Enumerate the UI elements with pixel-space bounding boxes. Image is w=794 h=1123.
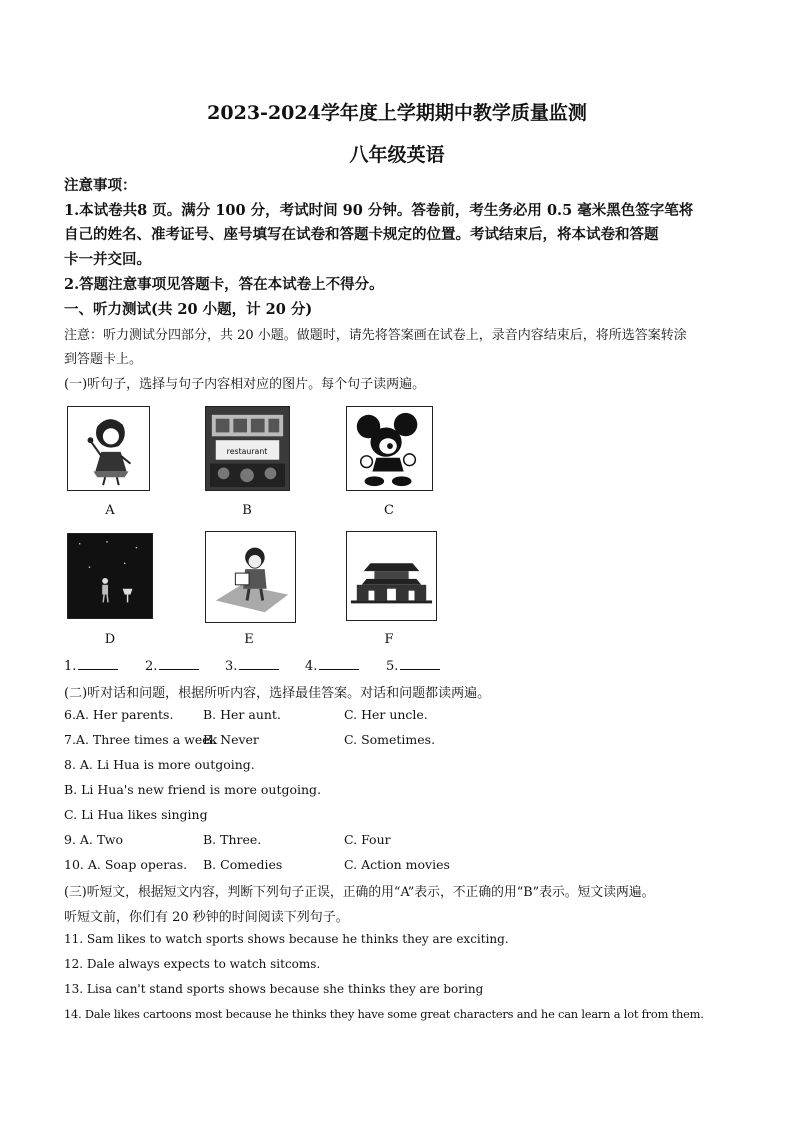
restaurant-icon <box>206 407 289 490</box>
answer-blank-2[interactable] <box>145 657 199 674</box>
part2-instruction: (二)听对话和问题，根据所听内容，选择最佳答案。对话和问题都读两遍。 <box>64 686 491 701</box>
picture-a <box>67 406 150 491</box>
statement-13: 13. Lisa can't stand sports shows because she thinks they are boring <box>64 982 484 996</box>
q8-option-b: B. Li Hua's new friend is more outgoing. <box>64 782 322 797</box>
picture-label-a: A <box>105 503 115 518</box>
notes-item1-line1: 1.本试卷共8 页。满分 100 分，考试时间 90 分钟。答卷前，考生务必用 0.5 毫米黑色签字笔将 <box>64 202 694 219</box>
answer-blank-label: 5. <box>386 659 399 674</box>
part3-instruction-line1: (三)听短文，根据短文内容，判断下列句子正误，正确的用“A”表示，不正确的用“B”表示。短文读两遍。 <box>64 885 655 900</box>
q8-option-c: C. Li Hua likes singing <box>64 807 208 822</box>
statement-14: 14. Dale likes cartoons most because he thinks they have some great characters and he can learn a lot from them. <box>64 1007 704 1021</box>
picture-e <box>205 531 296 623</box>
picture-b <box>205 406 290 491</box>
page-title: 2023-2024学年度上学期期中教学质量监测 <box>207 102 587 124</box>
notes-heading: 注意事项： <box>64 177 137 194</box>
answer-blank-1[interactable] <box>64 657 118 674</box>
notes-item1-line3: 卡一并交回。 <box>64 251 151 268</box>
statement-11: 11. Sam likes to watch sports shows because he thinks they are exciting. <box>64 932 509 946</box>
section-heading: 一、听力测试(共 20 小题，计 20 分) <box>64 301 313 318</box>
q9-option-c: C. Four <box>344 832 391 847</box>
listening-note-line1: 注意：听力测试分四部分，共 20 小题。做题时，请先将答案画在试卷上，录音内容结束后，将所选答案转涂 <box>64 328 687 343</box>
night-scene-icon <box>68 534 152 618</box>
answer-blank-label: 2. <box>145 659 158 674</box>
boy-reading-icon <box>206 532 295 622</box>
restaurant-sign-text: restaurant <box>226 446 268 456</box>
mickey-mouse-icon <box>347 407 432 490</box>
picture-label-c: C <box>384 503 394 518</box>
notes-item1-line2: 自己的姓名、准考证号、座号填写在试卷和答题卡规定的位置。考试结束后，将本试卷和答题 <box>64 226 659 243</box>
answer-line[interactable] <box>78 657 118 670</box>
picture-label-b: B <box>242 503 252 518</box>
q7-option-a: 7.A. Three times a week <box>64 732 218 747</box>
q10-option-b: B. Comedies <box>203 857 283 872</box>
listening-note-line2: 到答题卡上。 <box>64 352 143 367</box>
part3-instruction-line2: 听短文前，你们有 20 秒钟的时间阅读下列句子。 <box>64 910 349 925</box>
q10-option-a: 10. A. Soap operas. <box>64 857 188 872</box>
q7-option-b: B. Never <box>203 732 259 747</box>
answer-blank-4[interactable] <box>305 657 359 674</box>
picture-label-d: D <box>104 632 116 647</box>
answer-blank-3[interactable] <box>225 657 279 674</box>
answer-line[interactable] <box>319 657 359 670</box>
answer-blank-label: 4. <box>305 659 318 674</box>
q7-option-c: C. Sometimes. <box>344 732 436 747</box>
statement-12: 12. Dale always expects to watch sitcoms. <box>64 957 321 971</box>
picture-f <box>346 531 437 621</box>
q9-option-b: B. Three. <box>203 832 262 847</box>
answer-line[interactable] <box>159 657 199 670</box>
q6-option-b: B. Her aunt. <box>203 707 281 722</box>
part1-instruction: (一)听句子，选择与句子内容相对应的图片。每个句子读两遍。 <box>64 377 426 392</box>
notes-item2: 2.答题注意事项见答题卡，答在本试卷上不得分。 <box>64 276 384 293</box>
picture-d <box>67 533 153 619</box>
picture-label-e: E <box>244 632 254 647</box>
answer-line[interactable] <box>239 657 279 670</box>
page-subtitle: 八年级英语 <box>349 144 445 166</box>
q6-option-a: 6.A. Her parents. <box>64 707 174 722</box>
tiananmen-icon <box>347 532 436 620</box>
picture-c <box>346 406 433 491</box>
q8-option-a: 8. A. Li Hua is more outgoing. <box>64 757 255 772</box>
answer-blank-label: 3. <box>225 659 238 674</box>
singing-girl-icon <box>68 407 149 490</box>
picture-label-f: F <box>384 632 394 647</box>
q10-option-c: C. Action movies <box>344 857 450 872</box>
answer-blank-label: 1. <box>64 659 77 674</box>
q6-option-c: C. Her uncle. <box>344 707 428 722</box>
answer-blank-5[interactable] <box>386 657 440 674</box>
answer-line[interactable] <box>400 657 440 670</box>
q9-option-a: 9. A. Two <box>64 832 123 847</box>
